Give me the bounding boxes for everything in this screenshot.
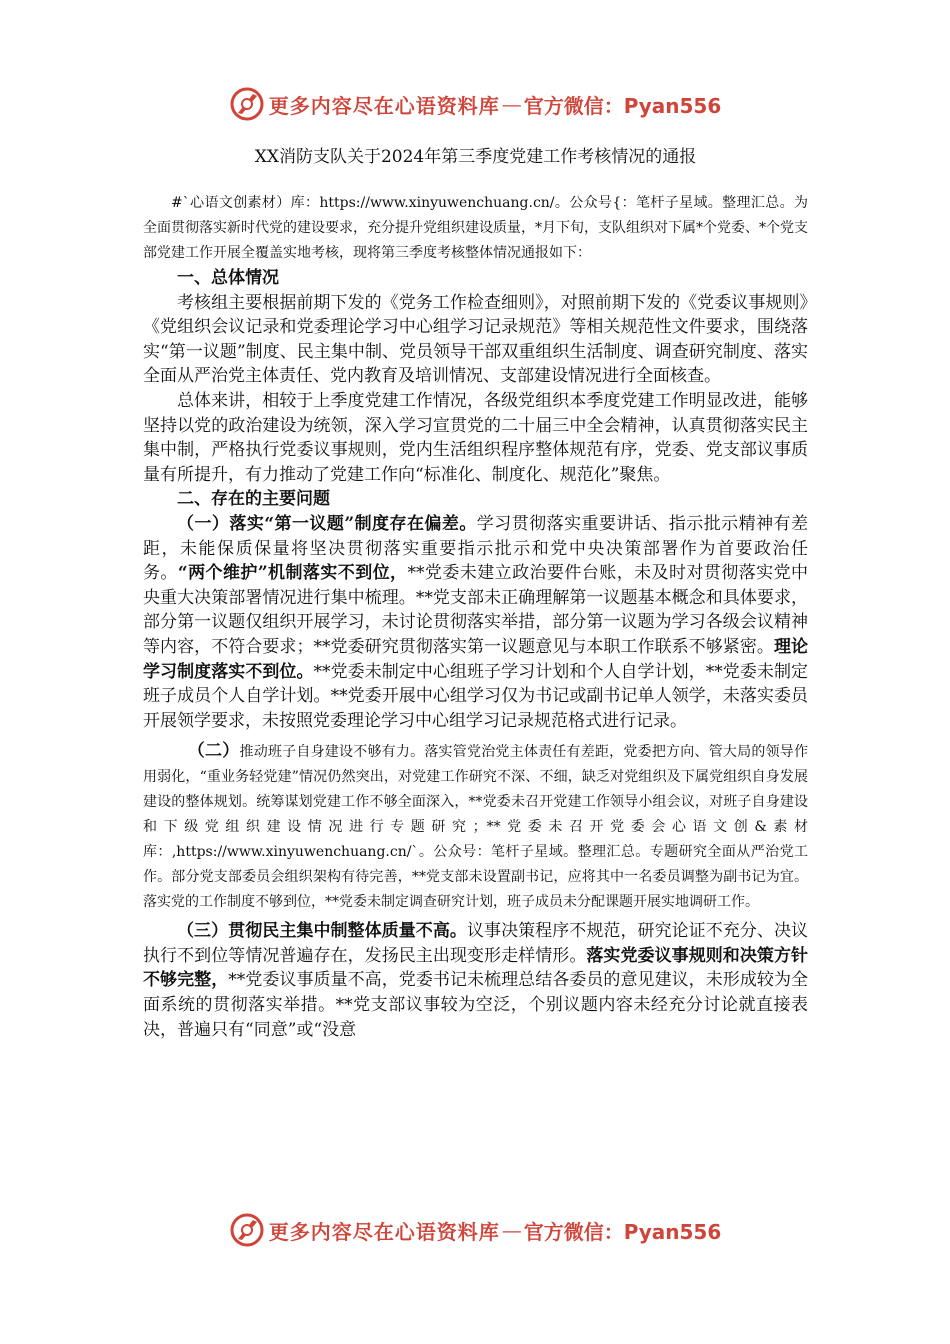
intro-paragraph: #`心语文创素材）库：https://www.xinyuwenchuang.cn/。公众号{：笔杆子星域。整理汇总。为全面贯彻落实新时代党的建设要求，充分提升党组织建设质量，*月下旬，支队组织对下属*个党委、*个党支部党建工作开展全覆盖实地考核，现将第三季度考核整体情况通报如下： (143, 195, 808, 261)
issue-paragraph-1 (143, 512, 808, 733)
header-watermark-banner (0, 84, 950, 124)
issue-paragraph-3 (143, 919, 808, 1042)
banner-dash: — (501, 92, 522, 116)
banner-dash: — (501, 1218, 522, 1242)
paragraph-text: **党委议事质量不高，党委书记未梳理总结各委员的意见建议，未形成较为全面系统的贯彻落实举措。**党支部议事较为空泛，个别议题内容未经充分讨论就直接表决，普遍只有“同意”或“没意 (143, 970, 809, 1040)
banner-wechat: 官方微信：Pyan556 (523, 93, 722, 118)
section-heading-1: 一、总体情况 (177, 268, 279, 288)
paragraph-text: 学习贯彻落实重要讲话、指示批示精神有差距，未能保质保量将坚决贯彻落实重要指示批示和党中央决策部署作为首要政治任务。 (143, 513, 808, 584)
document-title: XX消防支队关于2024年第三季度党建工作考核情况的通报 (254, 147, 697, 167)
document-body (143, 145, 808, 1042)
quill-seal-icon (229, 1212, 265, 1248)
issue-heading: （一）落实“第一议题”制度存在偏差。 (177, 513, 477, 534)
issue-heading: （二） (187, 741, 240, 762)
quill-seal-icon (229, 86, 265, 122)
paragraph-text: 推动班子自身建设不够有力。落实管党治党主体责任有差距，党委把方向、管大局的领导作用弱化，“重业务轻党建”情况仍然突出，对党建工作研究不深、不细，缺乏对党组织及下属党组织自身发展建设的整体规划。统筹谋划党建工作不够全面深入，**党委未召开党建工作领导小组会议，对班子自身建设和下级党组织建设情况进行专题研究；**党委未召开党委会心语文创&素材库：,https://www.xinyuwenchuang.cn/`。公众号：笔杆子星域。整理汇总。专题研究全面从严治党工作。部分党支部委员会组织架构有待完善，**党支部未设置副书记，应将其中一名委员调整为副书记为宜。落实党的工作制度不够到位，**党委未制定调查研究计划，班子成员未分配课题开展实地调研工作。 (143, 744, 809, 911)
paragraph-text: **党委未制定中心组班子学习计划和个人自学计划，**党委未制定班子成员个人自学计划。**党委开展中心组学习仅为书记或副书记单人领学，未落实委员开展领学要求，未按照党委理论学习中心组学习记录规范格式进行记录。 (143, 661, 809, 731)
paragraph-text: **党委未建立政治要件台账，未及时对贯彻落实党中央重大决策部署情况进行集中梳理。**党支部未正确理解第一议题基本概念和具体要求，部分第一议题仅组织开展学习，未讨论贯彻落实举措，部分第一议题为学习各级会议精神等内容，不符合要求；**党委研究贯彻落实第一议题意见与本职工作联系不够紧密。 (143, 563, 809, 657)
paragraph: 总体来讲，相较于上季度党建工作情况，各级党组织本季度党建工作明显改进，能够坚持以党的政治建设为统领，深入学习宣贯党的二十届三中全会精神，认真贯彻落实民主集中制，严格执行党委议事规则，党内生活组织程序整体规范有序，党委、党支部议事质量有所提升，有力推动了党建工作向“标准化、制度化、规范化”聚焦。 (143, 390, 808, 485)
footer-watermark-banner (0, 1210, 950, 1250)
issue-paragraph-2 (143, 739, 808, 915)
paragraph-text: 议事决策程序不规范，研究论证不充分、决议执行不到位等情况普遍存在，发扬民主出现变形走样情形。 (143, 921, 809, 966)
banner-text: 更多内容尽在心语资料库 (268, 93, 500, 118)
emphasis-text: 落实党委议事规则和决策方针不够完整， (143, 945, 809, 991)
section-heading-2: 二、存在的主要问题 (177, 489, 330, 510)
emphasis-text: 理论学习制度落实不到位。 (143, 636, 809, 682)
paragraph: 考核组主要根据前期下发的《党务工作检查细则》，对照前期下发的《党委议事规则》《党组织会议记录和党委理论学习中心组学习记录规范》等相关规范性文件要求，围绕落实“第一议题”制度、民主集中制、党员领导干部双重组织生活制度、调查研究制度、落实全面从严治党主体责任、党内教育及培训情况、支部建设情况进行全面核查。 (143, 292, 808, 387)
banner-text: 更多内容尽在心语资料库 (268, 1219, 500, 1244)
emphasis-text: “两个维护”机制落实不到位， (177, 563, 408, 584)
issue-heading: （三）贯彻民主集中制整体质量不高。 (177, 921, 467, 942)
banner-wechat: 官方微信：Pyan556 (523, 1219, 722, 1244)
